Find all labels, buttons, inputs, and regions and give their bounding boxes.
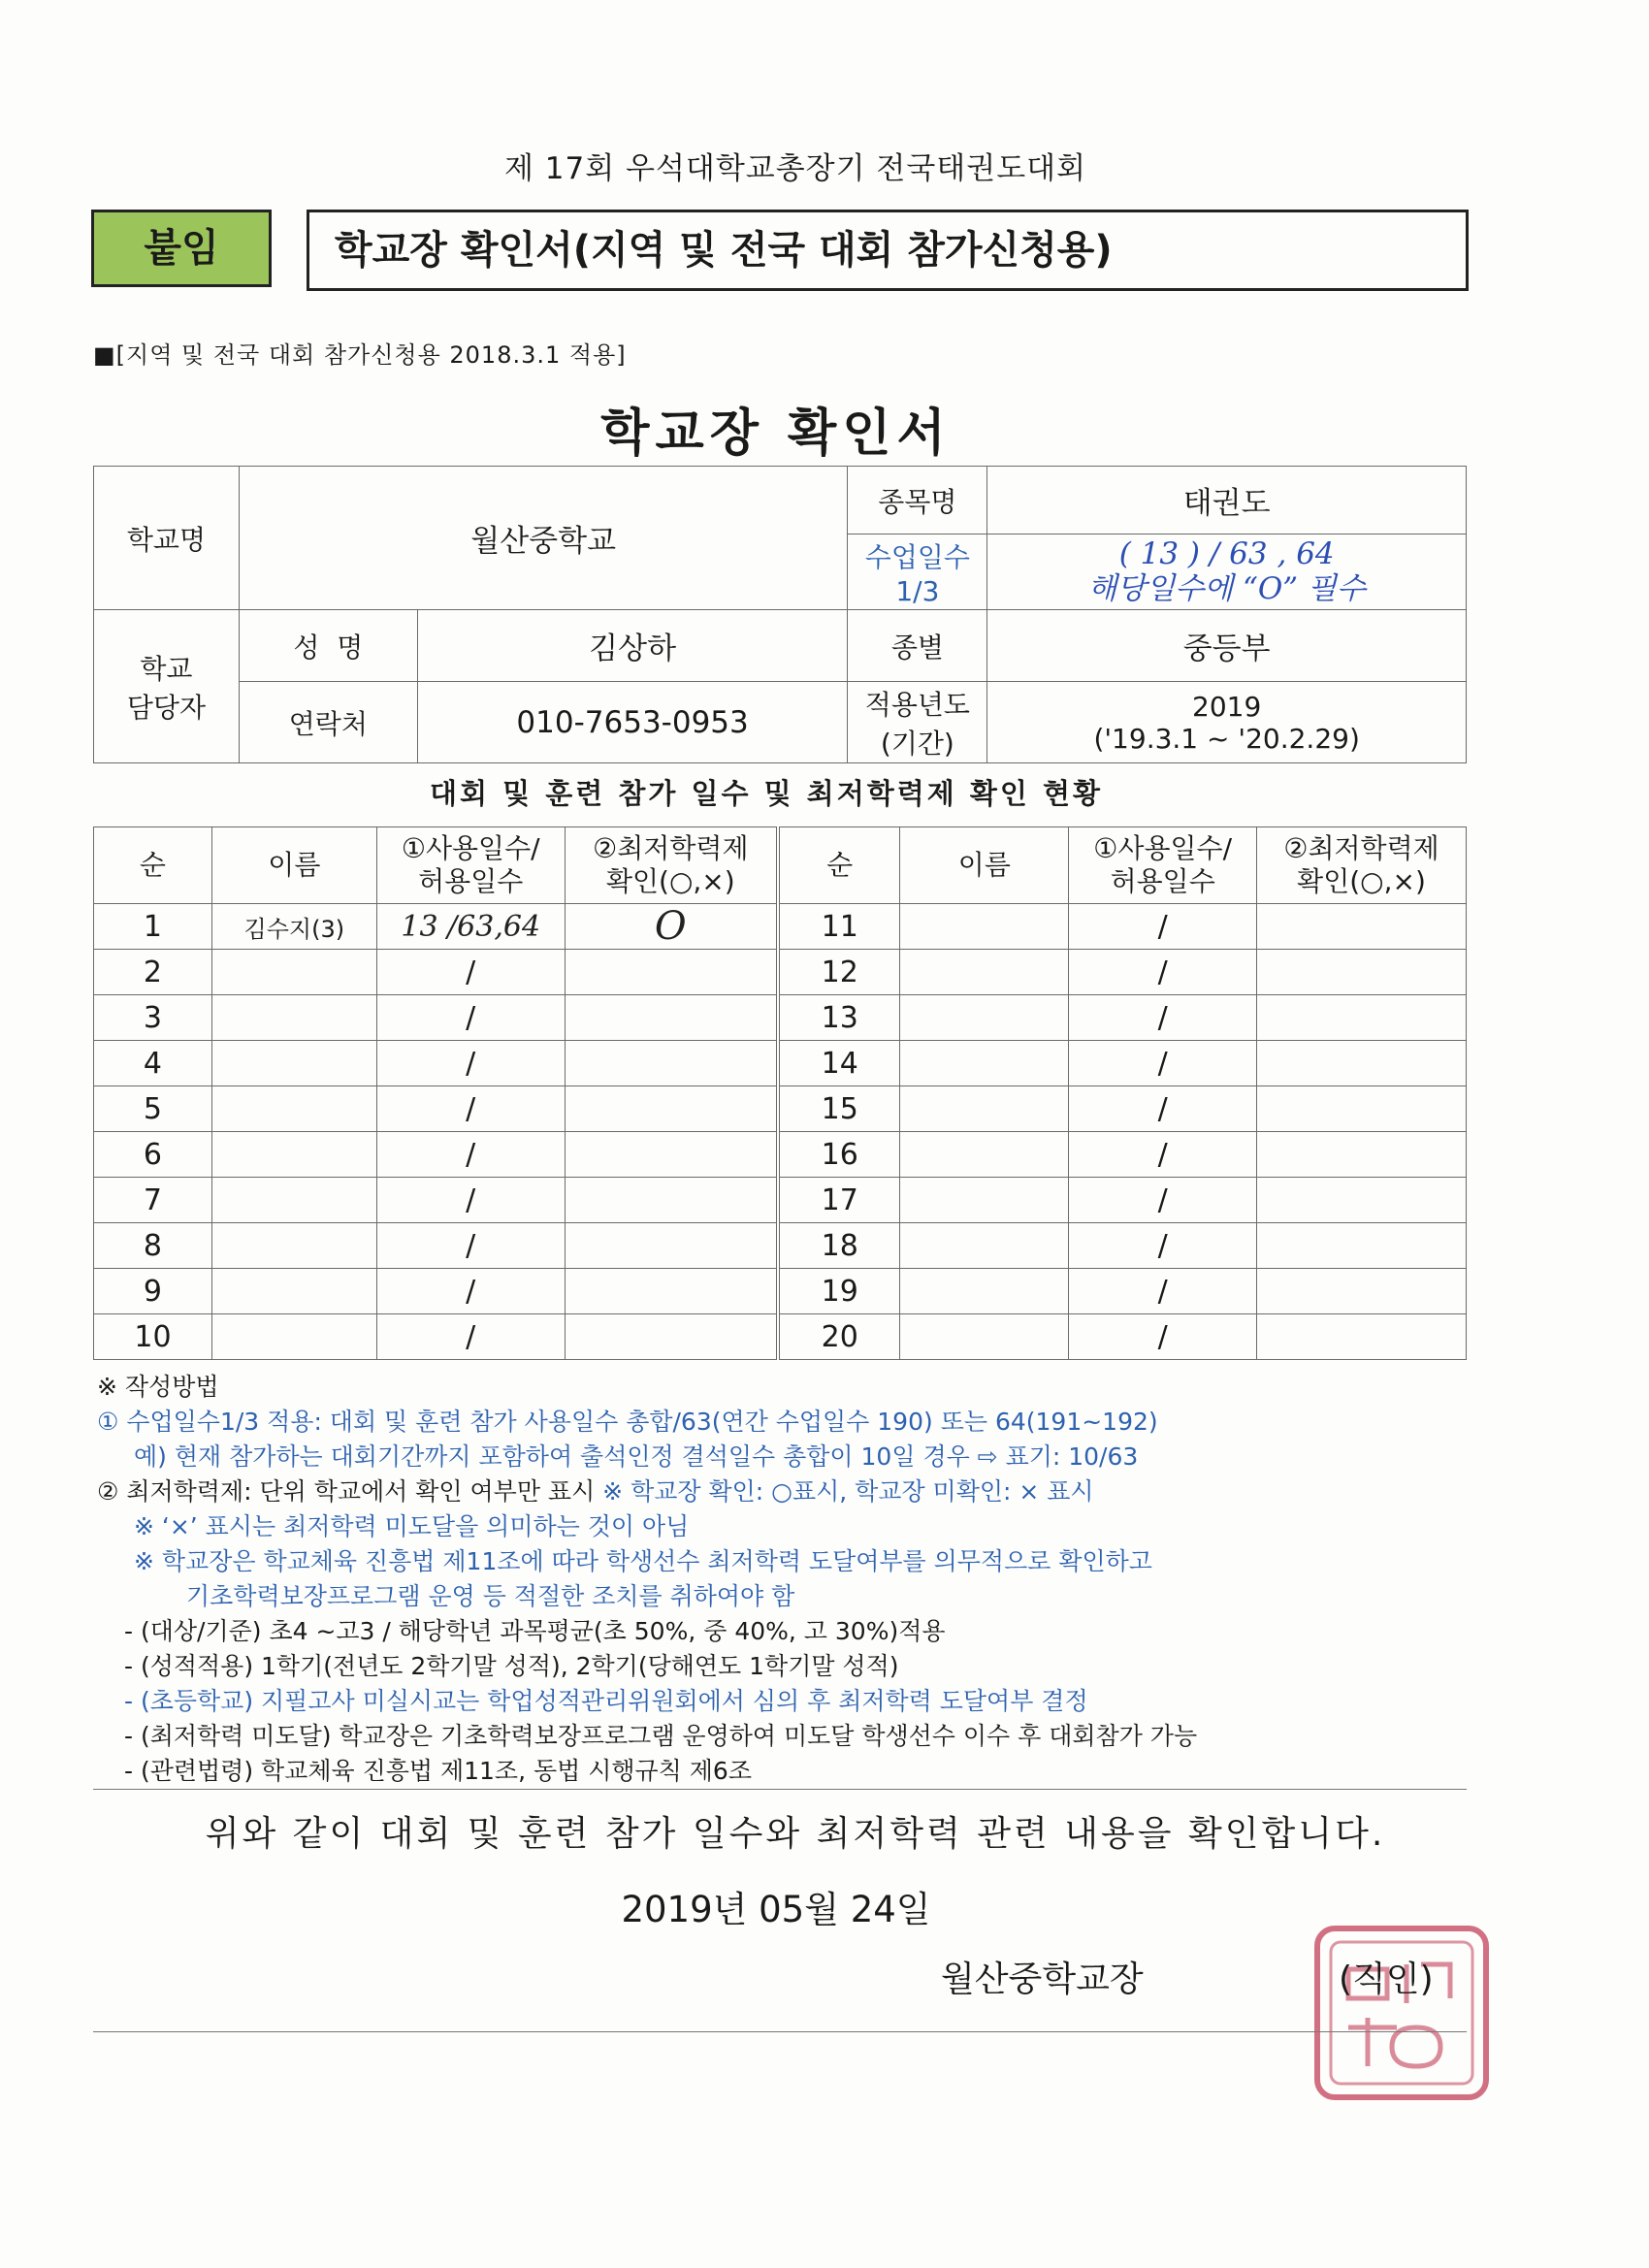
row-number: 16 <box>778 1132 900 1178</box>
contact-value: 010-7653-0953 <box>417 682 848 763</box>
header-days-line1: ①사용일수/ <box>401 832 540 865</box>
issue-date: 2019년 05월 24일 <box>621 1889 931 1930</box>
student-name <box>211 1086 376 1132</box>
header-check-line1: ②최저학력제 <box>593 832 749 865</box>
year-value-line2: ('19.3.1 ~ '20.2.29) <box>1093 722 1360 755</box>
divider-bottom <box>93 2031 1467 2032</box>
detail-4: - (최저학력 미도달) 학교장은 기초학력보장프로그램 운영하여 미도달 학생선수 이수 후 대회참가 가능 <box>124 1722 1198 1750</box>
seal-label: (직인) <box>1339 1960 1434 1999</box>
student-name <box>211 1223 376 1269</box>
days-used: / <box>1069 904 1257 950</box>
principal-title: 월산중학교장 <box>941 1960 1144 1999</box>
header-days-right-line1: ①사용일수/ <box>1093 832 1233 865</box>
detail-5: - (관련법령) 학교체육 진흥법 제11조, 동법 시행규칙 제6조 <box>124 1757 752 1785</box>
roster-header-row <box>94 827 1467 904</box>
class-days-label-line1: 수업일수 <box>864 541 970 573</box>
days-used: / <box>1069 1269 1257 1314</box>
section-title: 대회 및 훈련 참가 일수 및 최저학력제 확인 현황 <box>429 777 1104 810</box>
student-name <box>900 1223 1069 1269</box>
minimum-grade-check <box>565 950 778 995</box>
row-number: 2 <box>94 950 212 995</box>
row-number: 11 <box>778 904 900 950</box>
minimum-grade-check <box>1257 1269 1467 1314</box>
header-days <box>376 827 565 904</box>
minimum-grade-check <box>565 1178 778 1223</box>
row-number: 13 <box>778 995 900 1041</box>
minimum-grade-check <box>565 1269 778 1314</box>
event-title: 제 17회 우석대학교총장기 전국태권도대회 <box>503 151 1087 186</box>
student-name <box>211 1041 376 1086</box>
student-name <box>900 1178 1069 1223</box>
row-number: 14 <box>778 1041 900 1086</box>
minimum-grade-check: O <box>565 904 778 950</box>
days-used: / <box>376 1086 565 1132</box>
minimum-grade-check <box>565 1223 778 1269</box>
table-row <box>94 1314 1467 1360</box>
division-label: 종별 <box>848 610 987 682</box>
instructions-heading: ※ 작성방법 <box>97 1373 219 1401</box>
minimum-grade-check <box>1257 1041 1467 1086</box>
days-used: / <box>1069 1223 1257 1269</box>
student-name <box>900 995 1069 1041</box>
student-name <box>900 904 1069 950</box>
class-days-label <box>848 535 987 610</box>
note-1b: 예) 현재 참가하는 대회기간까지 포함하여 출석인정 결석일수 총합이 10일 경우 ⇨ 표기: 10/63 <box>134 1442 1139 1471</box>
row-number: 7 <box>94 1178 212 1223</box>
header-days-line2: 허용일수 <box>418 865 524 897</box>
days-used: / <box>1069 1086 1257 1132</box>
minimum-grade-check <box>565 995 778 1041</box>
detail-3: - (초등학교) 지필고사 미실시교는 학업성적관리위원회에서 심의 후 최저학력 도달여부 결정 <box>124 1687 1088 1715</box>
minimum-grade-check <box>1257 1314 1467 1360</box>
document-title: 학교장 확인서 <box>600 405 952 463</box>
roster-body <box>94 904 1467 1360</box>
contact-label: 연락처 <box>239 682 417 763</box>
days-used: / <box>376 1314 565 1360</box>
detail-1: - (대상/기준) 초4 ~고3 / 해당학년 과목평균(초 50%, 중 40%, 고 30%)적용 <box>124 1617 946 1645</box>
table-row <box>94 1223 1467 1269</box>
header-check-right <box>1257 827 1467 904</box>
days-used: / <box>1069 950 1257 995</box>
application-note: ■[지역 및 전국 대회 참가신청용 2018.3.1 적용] <box>93 341 627 369</box>
minimum-grade-check <box>565 1041 778 1086</box>
row-number: 6 <box>94 1132 212 1178</box>
student-name <box>900 1041 1069 1086</box>
row-number: 15 <box>778 1086 900 1132</box>
table-row <box>94 995 1467 1041</box>
row-number: 4 <box>94 1041 212 1086</box>
row-number: 19 <box>778 1269 900 1314</box>
class-days-value-line1: ( 13 ) / 63 , 64 <box>1118 535 1335 571</box>
year-label-line2: (기간) <box>880 727 954 760</box>
year-label <box>848 682 987 763</box>
class-days-value-line2: 해당일수에 “O” 필수 <box>1087 570 1366 606</box>
detail-2: - (성적적용) 1학기(전년도 2학기말 성적), 2학기(당해연도 1학기말 성적) <box>124 1652 899 1680</box>
student-name <box>211 1132 376 1178</box>
student-name: 김수지(3) <box>211 904 376 950</box>
note-2c: ※ 학교장은 학교체육 진흥법 제11조에 따라 학생선수 최저학력 도달여부를 의무적으로 확인하고 <box>134 1547 1152 1575</box>
info-table <box>93 466 1467 763</box>
year-value <box>987 682 1467 763</box>
days-used: / <box>376 995 565 1041</box>
student-name <box>211 1269 376 1314</box>
days-used: / <box>1069 1132 1257 1178</box>
roster-table <box>93 826 1467 1360</box>
student-name <box>900 1086 1069 1132</box>
header-days-right <box>1069 827 1257 904</box>
class-days-value <box>987 535 1467 610</box>
header-check-right-line2: 확인(○,×) <box>1297 865 1426 897</box>
instructions <box>97 1370 1494 1789</box>
header-no: 순 <box>94 827 212 904</box>
closing-statement: 위와 같이 대회 및 훈련 참가 일수와 최저학력 관련 내용을 확인합니다. <box>205 1814 1386 1854</box>
attachment-badge: 붙임 <box>91 210 272 287</box>
table-row <box>94 950 1467 995</box>
row-number: 1 <box>94 904 212 950</box>
days-used: / <box>376 1269 565 1314</box>
header-name-right: 이름 <box>900 827 1069 904</box>
days-used: / <box>1069 995 1257 1041</box>
row-number: 3 <box>94 995 212 1041</box>
note-1a: ① 수업일수1/3 적용: 대회 및 훈련 참가 사용일수 총합/63(연간 수업일수 190) 또는 64(191~192) <box>97 1408 1158 1436</box>
divider-top <box>93 1789 1467 1790</box>
student-name <box>211 1314 376 1360</box>
days-used: 13 /63,64 <box>376 904 565 950</box>
days-used: / <box>1069 1041 1257 1086</box>
school-label: 학교명 <box>94 467 240 610</box>
division-value: 중등부 <box>987 610 1467 682</box>
table-row <box>94 1132 1467 1178</box>
student-name <box>900 1314 1069 1360</box>
staff-label-line2: 담당자 <box>126 691 207 724</box>
minimum-grade-check <box>1257 950 1467 995</box>
student-name <box>211 950 376 995</box>
row-number: 8 <box>94 1223 212 1269</box>
official-seal-stamp <box>1310 1921 1494 2105</box>
year-value-line1: 2019 <box>1192 690 1262 723</box>
minimum-grade-check <box>565 1086 778 1132</box>
table-row <box>94 1086 1467 1132</box>
note-2b: ※ ‘×’ 표시는 최저학력 미도달을 의미하는 것이 아님 <box>134 1512 690 1540</box>
minimum-grade-check <box>1257 1178 1467 1223</box>
student-name <box>211 995 376 1041</box>
staff-label-line1: 학교 <box>140 652 193 685</box>
minimum-grade-check <box>565 1314 778 1360</box>
note-2a-text: ② 최저학력제: 단위 학교에서 확인 여부만 표시 <box>97 1477 603 1506</box>
row-number: 12 <box>778 950 900 995</box>
row-number: 20 <box>778 1314 900 1360</box>
event-label: 종목명 <box>848 467 987 535</box>
minimum-grade-check <box>1257 904 1467 950</box>
table-row <box>94 1041 1467 1086</box>
table-row <box>94 1178 1467 1223</box>
minimum-grade-check <box>565 1132 778 1178</box>
student-name <box>900 950 1069 995</box>
student-name <box>211 1178 376 1223</box>
row-number: 18 <box>778 1223 900 1269</box>
header-check <box>565 827 778 904</box>
note-2d: 기초학력보장프로그램 운영 등 적절한 조치를 취하여야 함 <box>186 1582 795 1610</box>
days-used: / <box>376 1178 565 1223</box>
table-row <box>94 1269 1467 1314</box>
row-number: 5 <box>94 1086 212 1132</box>
student-name <box>900 1132 1069 1178</box>
header-check-right-line1: ②최저학력제 <box>1283 832 1439 865</box>
note-2a-emphasis: ※ 학교장 확인: ○표시, 학교장 미확인: × 표시 <box>602 1477 1094 1506</box>
days-used: / <box>376 1041 565 1086</box>
header-title: 학교장 확인서(지역 및 전국 대회 참가신청용) <box>307 210 1469 291</box>
days-used: / <box>1069 1178 1257 1223</box>
minimum-grade-check <box>1257 1086 1467 1132</box>
header-no-right: 순 <box>778 827 900 904</box>
minimum-grade-check <box>1257 995 1467 1041</box>
school-value: 월산중학교 <box>239 467 848 610</box>
student-name <box>900 1269 1069 1314</box>
row-number: 17 <box>778 1178 900 1223</box>
header-days-right-line2: 허용일수 <box>1110 865 1215 897</box>
name-label: 성 명 <box>239 610 417 682</box>
staff-label <box>94 610 240 763</box>
table-row <box>94 904 1467 950</box>
name-value: 김상하 <box>417 610 848 682</box>
header-name: 이름 <box>211 827 376 904</box>
class-days-label-line2: 1/3 <box>895 575 940 607</box>
note-2a <box>97 1474 1494 1509</box>
header-check-line2: 확인(○,×) <box>605 865 735 897</box>
days-used: / <box>1069 1314 1257 1360</box>
row-number: 10 <box>94 1314 212 1360</box>
row-number: 9 <box>94 1269 212 1314</box>
year-label-line1: 적용년도 <box>864 688 970 721</box>
days-used: / <box>376 1223 565 1269</box>
event-value: 태권도 <box>987 467 1467 535</box>
days-used: / <box>376 1132 565 1178</box>
days-used: / <box>376 950 565 995</box>
minimum-grade-check <box>1257 1223 1467 1269</box>
minimum-grade-check <box>1257 1132 1467 1178</box>
